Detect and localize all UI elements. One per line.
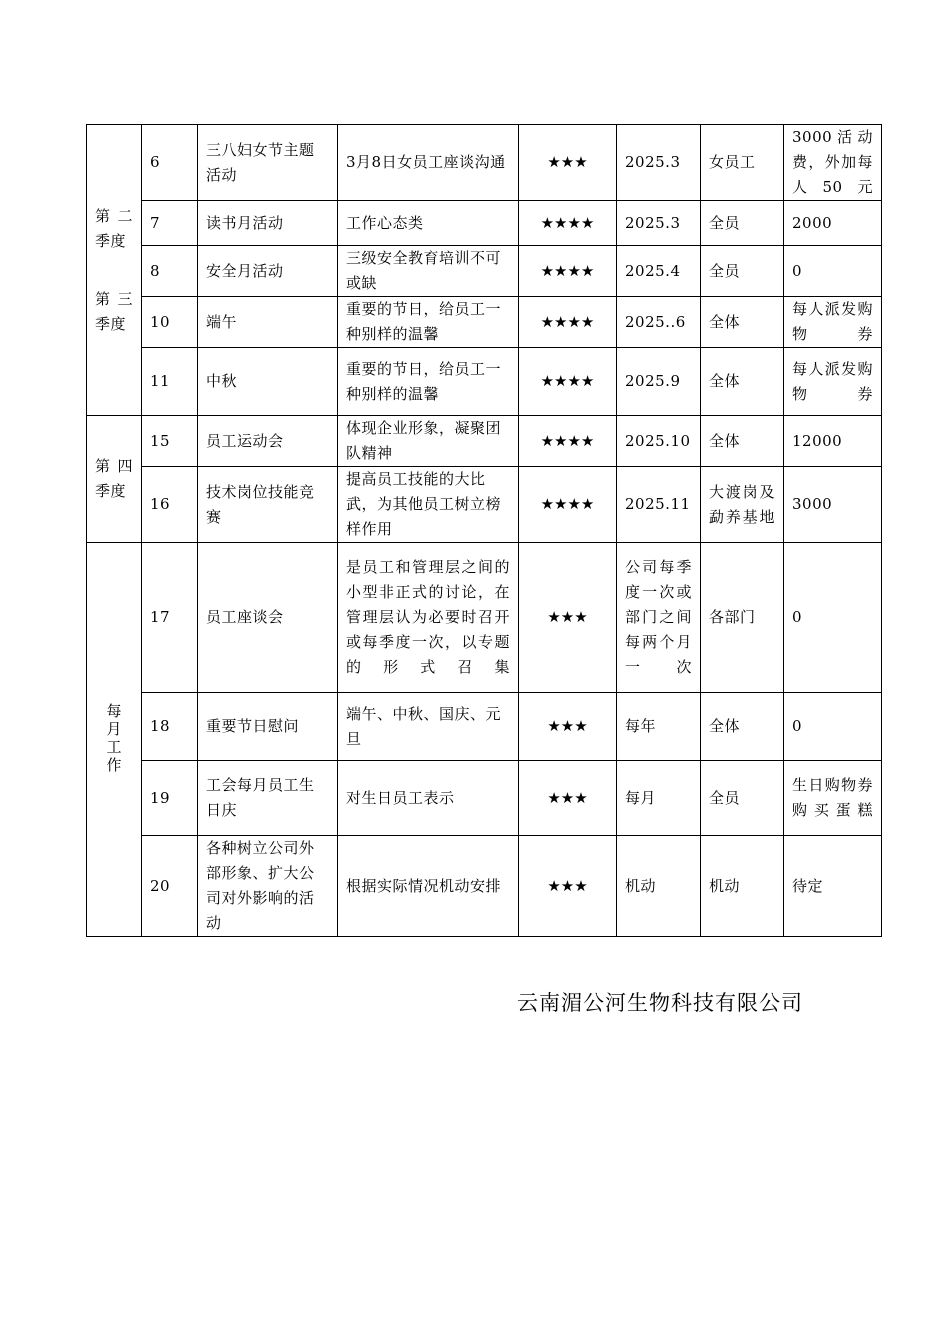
participants: 机动 [701, 836, 784, 937]
participants: 女员工 [701, 125, 784, 201]
quarter-label-q2: 第二季度 [95, 206, 133, 250]
importance-stars: ★★★★ [519, 246, 617, 297]
participants: 全员 [701, 761, 784, 836]
row-number: 18 [142, 693, 198, 761]
importance-stars: ★★★ [519, 125, 617, 201]
row-number: 20 [142, 836, 198, 937]
table-row [87, 467, 882, 543]
row-number: 19 [142, 761, 198, 836]
row-number: 17 [142, 543, 198, 693]
activity-time: 2025.3 [617, 201, 701, 246]
table-row [87, 125, 882, 201]
activity-purpose: 是员工和管理层之间的小型非正式的讨论，在管理层认为必要时召开或每季度一次，以专题的形式召集 [338, 543, 519, 693]
row-number: 7 [142, 201, 198, 246]
row-number: 16 [142, 467, 198, 543]
activity-purpose: 三级安全教育培训不可或缺 [338, 246, 519, 297]
budget: 0 [784, 693, 882, 761]
budget: 2000 [784, 201, 882, 246]
participants: 全体 [701, 416, 784, 467]
importance-stars: ★★★ [519, 543, 617, 693]
budget: 每人派发购物券 [784, 348, 882, 416]
row-number: 10 [142, 297, 198, 348]
row-number: 6 [142, 125, 198, 201]
activity-time: 公司每季度一次或部门之间每两个月一次 [617, 543, 701, 693]
activity-purpose: 重要的节日，给员工一种别样的温馨 [338, 348, 519, 416]
budget: 3000 [784, 467, 882, 543]
activity-name: 员工座谈会 [198, 543, 338, 693]
activity-time: 机动 [617, 836, 701, 937]
activity-purpose: 对生日员工表示 [338, 761, 519, 836]
activity-name: 安全月活动 [198, 246, 338, 297]
activity-time: 2025.10 [617, 416, 701, 467]
participants: 各部门 [701, 543, 784, 693]
activity-time: 每年 [617, 693, 701, 761]
importance-stars: ★★★ [519, 693, 617, 761]
importance-stars: ★★★★ [519, 297, 617, 348]
activity-purpose: 体现企业形象，凝聚团队精神 [338, 416, 519, 467]
activity-purpose: 3月8日女员工座谈沟通 [338, 125, 519, 201]
activity-name: 重要节日慰问 [198, 693, 338, 761]
activity-purpose: 工作心态类 [338, 201, 519, 246]
quarter-label-monthly: 每月工作 [87, 543, 142, 937]
table-row [87, 201, 882, 246]
participants: 全员 [701, 246, 784, 297]
budget: 3000活动费，外加每人50元 [784, 125, 882, 201]
activity-purpose: 根据实际情况机动安排 [338, 836, 519, 937]
table-row [87, 297, 882, 348]
activity-time: 2025.3 [617, 125, 701, 201]
participants: 全体 [701, 297, 784, 348]
company-name: 云南湄公河生物科技有限公司 [517, 991, 803, 1015]
importance-stars: ★★★★ [519, 348, 617, 416]
activity-time: 每月 [617, 761, 701, 836]
quarter-cell-q2-q3 [87, 125, 142, 416]
table-row [87, 246, 882, 297]
activity-name: 各种树立公司外部形象、扩大公司对外影响的活动 [198, 836, 338, 937]
activity-name: 技术岗位技能竞赛 [198, 467, 338, 543]
table-row [87, 416, 882, 467]
row-number: 8 [142, 246, 198, 297]
budget: 待定 [784, 836, 882, 937]
activity-plan-table [86, 124, 882, 937]
activity-name: 读书月活动 [198, 201, 338, 246]
importance-stars: ★★★★ [519, 416, 617, 467]
participants: 全体 [701, 348, 784, 416]
quarter-label-q4: 第四季度 [87, 416, 142, 543]
table-row [87, 543, 882, 693]
activity-name: 工会每月员工生日庆 [198, 761, 338, 836]
budget: 0 [784, 543, 882, 693]
importance-stars: ★★★ [519, 836, 617, 937]
activity-name: 端午 [198, 297, 338, 348]
table-row [87, 761, 882, 836]
budget: 12000 [784, 416, 882, 467]
participants: 大渡岗及勐养基地 [701, 467, 784, 543]
importance-stars: ★★★★ [519, 467, 617, 543]
row-number: 15 [142, 416, 198, 467]
activity-time: 2025.4 [617, 246, 701, 297]
activity-purpose: 重要的节日，给员工一种别样的温馨 [338, 297, 519, 348]
activity-time: 2025.11 [617, 467, 701, 543]
budget: 每人派发购物券 [784, 297, 882, 348]
table-row [87, 348, 882, 416]
participants: 全体 [701, 693, 784, 761]
activity-time: 2025.9 [617, 348, 701, 416]
budget: 0 [784, 246, 882, 297]
row-number: 11 [142, 348, 198, 416]
table-row [87, 693, 882, 761]
activity-time: 2025..6 [617, 297, 701, 348]
importance-stars: ★★★ [519, 761, 617, 836]
budget: 生日购物券购买蛋糕 [784, 761, 882, 836]
quarter-label-q3: 第三季度 [95, 289, 133, 333]
activity-name: 中秋 [198, 348, 338, 416]
participants: 全员 [701, 201, 784, 246]
table-row [87, 836, 882, 937]
activity-purpose: 端午、中秋、国庆、元旦 [338, 693, 519, 761]
activity-name: 员工运动会 [198, 416, 338, 467]
importance-stars: ★★★★ [519, 201, 617, 246]
activity-purpose: 提高员工技能的大比武，为其他员工树立榜样作用 [338, 467, 519, 543]
activity-name: 三八妇女节主题活动 [198, 125, 338, 201]
